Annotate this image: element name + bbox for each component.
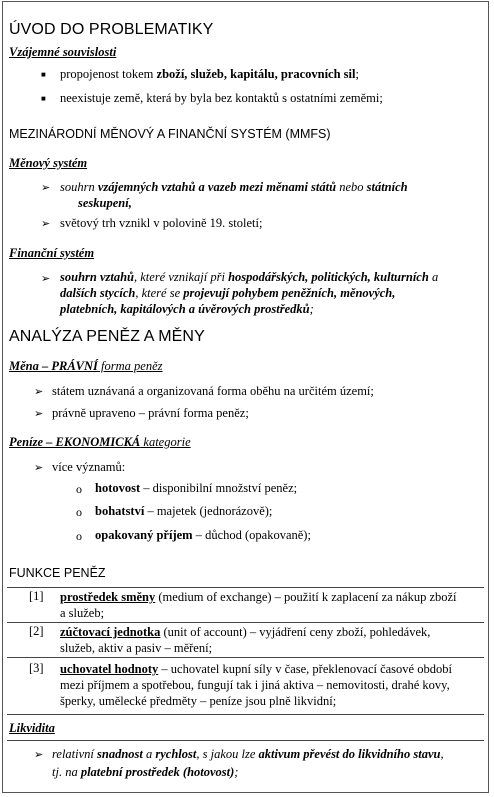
list-item-continuation: seskupení, [78,196,132,210]
list-item: uchovatel hodnoty – uchovatel kupní síly v čase, překlenovací časové období [60,662,452,676]
list-number: [2] [29,624,44,638]
arrow-bullet-icon: ➢ [41,218,51,230]
list-item: souhrn vztahů, které vznikají při hospodářských, politických, kulturních a [60,270,439,284]
list-number: [1] [29,589,44,603]
list-item-continuation: a služeb; [60,606,105,620]
list-item: prostředek směny (medium of exchange) – použití k zaplacení za nákup zboží [60,590,457,604]
heading-funkce-penez: FUNKCE PENĚZ [9,566,106,580]
list-item-continuation: šperky, umělecké předměty – peníze jsou plně likvidní; [60,694,337,708]
divider [7,657,484,658]
divider [7,622,484,623]
list-item-continuation: platebních, kapitálových a úvěrových prostředků; [60,302,314,316]
arrow-bullet-icon: ➢ [34,408,44,420]
circle-bullet-icon: o [76,482,82,496]
square-bullet-icon: ■ [41,70,46,79]
arrow-bullet-icon: ➢ [41,273,51,285]
arrow-bullet-icon: ➢ [41,182,51,194]
subheading-financni-system: Finanční systém [9,246,95,260]
arrow-bullet-icon: ➢ [34,749,44,761]
divider [7,587,484,588]
circle-bullet-icon: o [76,529,82,543]
list-item: bohatství – majetek (jednorázově); [95,504,273,518]
list-item-continuation: tj. na platební prostředek (hotovost); [52,765,239,779]
list-item: propojenost tokem zboží, služeb, kapitálu, pracovních sil; [60,67,359,81]
list-item: zúčtovací jednotka (unit of account) – vyjádření ceny zboží, pohledávek, [60,625,431,639]
document-page [2,1,489,793]
list-item-continuation: dalších stycích, které se projevují pohybem peněžních, měnových, [60,286,396,300]
divider [7,740,484,741]
list-item: více významů: [52,460,126,474]
list-item: opakovaný příjem – důchod (opakovaně); [95,528,311,542]
divider [7,714,484,715]
list-item-continuation: mezi příjmem a spotřebou, fungují tak i jiná aktiva – nemovitosti, drahé kovy, [60,678,450,692]
heading-uvod: ÚVOD DO PROBLEMATIKY [9,21,214,38]
subheading-menovy-system: Měnový systém [9,156,88,170]
list-item-continuation: služeb, aktiv a pasiv – měření; [60,641,213,655]
subheading-mena: Měna – PRÁVNÍ forma peněz [9,359,163,373]
list-item: světový trh vznikl v polovině 19. století; [60,216,263,230]
list-item: státem uznávaná a organizovaná forma oběhu na určitém území; [52,384,374,398]
subheading-likvidita: Likvidita [9,721,55,735]
arrow-bullet-icon: ➢ [34,386,44,398]
arrow-bullet-icon: ➢ [34,462,44,474]
list-number: [3] [29,661,44,675]
heading-analyza: ANALÝZA PENĚZ A MĚNY [9,328,205,345]
square-bullet-icon: ■ [41,94,46,103]
list-item: neexistuje země, která by byla bez kontaktů s ostatními zeměmi; [60,91,383,105]
list-item: relativní snadnost a rychlost, s jakou lze aktivum převést do likvidního stavu, [52,747,444,761]
subheading-souvislosti: Vzájemné souvislosti [9,45,117,59]
heading-mmfs: MEZINÁRODNÍ MĚNOVÝ A FINANČNÍ SYSTÉM (MMFS) [9,127,331,141]
list-item: hotovost – disponibilní množství peněz; [95,481,298,495]
list-item: souhrn vzájemných vztahů a vazeb mezi měnami států nebo státních [60,180,408,194]
circle-bullet-icon: o [76,505,82,519]
subheading-penize: Peníze – EKONOMICKÁ kategorie [9,435,191,449]
list-item: právně upraveno – právní forma peněz; [52,406,249,420]
